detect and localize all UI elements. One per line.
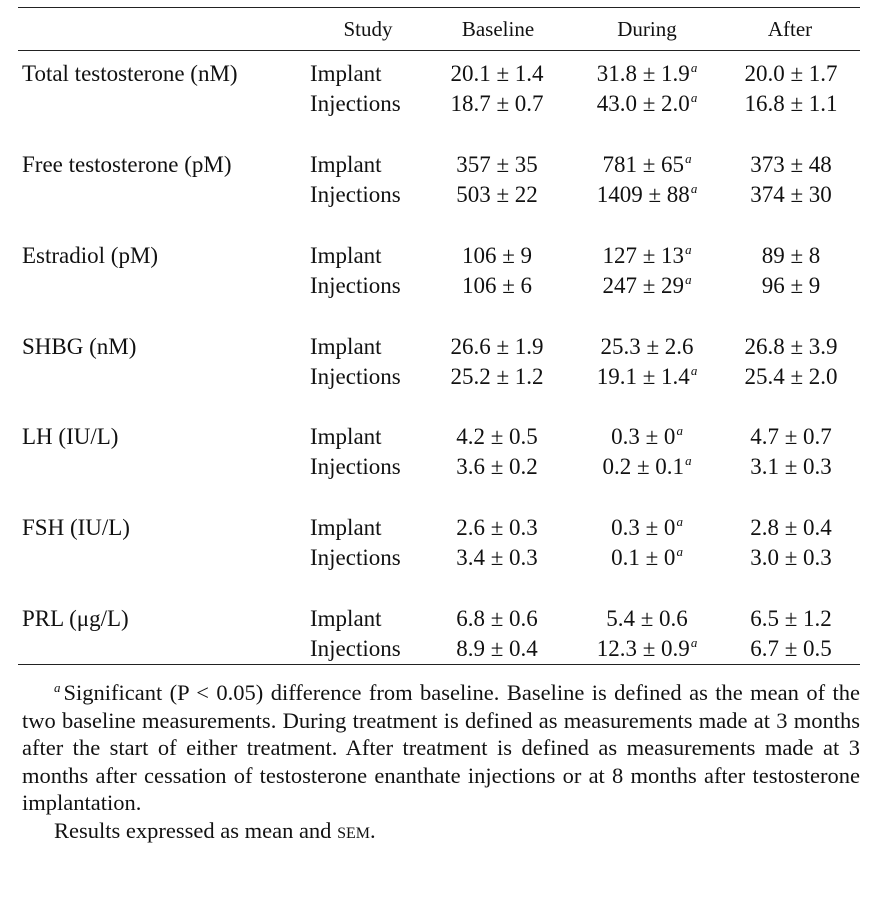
after-cell: 3.1 ± 0.3 <box>750 454 832 479</box>
baseline-cell: 2.6 ± 0.3 <box>456 515 538 540</box>
study-cell: Injections <box>310 273 401 298</box>
significance-marker: a <box>690 181 698 196</box>
footnote-significance-text: Significant (P < 0.05) difference from baseline. Baseline is defined as the mean of the two baseline measurements. During treatment is defined as measurements made at 3 months after the start of either treatment. After treatment is defined as measurements made at 3 months after cessation of testosterone enanthate injections or at 8 months after testosterone implantation. <box>22 680 860 815</box>
significance-marker: a <box>690 60 698 75</box>
study-cell: Injections <box>310 545 401 570</box>
table-row-group <box>0 422 874 482</box>
during-value: 781 ± 65 <box>602 152 685 177</box>
after-cell: 25.4 ± 2.0 <box>744 364 838 389</box>
after-cell: 6.5 ± 1.2 <box>750 606 832 631</box>
significance-marker: a <box>676 423 683 438</box>
table-header-rule <box>18 50 860 51</box>
during-value: 5.4 ± 0.6 <box>606 606 688 631</box>
significance-marker: a <box>690 363 698 378</box>
during-cell <box>570 362 724 392</box>
during-cell <box>570 452 724 482</box>
during-cell <box>570 271 724 301</box>
during-cell <box>570 59 724 89</box>
after-cell: 374 ± 30 <box>750 182 832 207</box>
after-cell: 96 ± 9 <box>761 273 821 298</box>
study-cell: Implant <box>310 61 382 86</box>
footnote-significance <box>22 679 860 817</box>
after-cell: 3.0 ± 0.3 <box>750 545 832 570</box>
baseline-cell: 106 ± 6 <box>461 273 533 298</box>
during-value: 43.0 ± 2.0 <box>596 91 690 116</box>
during-value: 31.8 ± 1.9 <box>596 61 690 86</box>
column-header-during: During <box>617 17 677 41</box>
during-value: 0.3 ± 0 <box>611 424 676 449</box>
column-header-study: Study <box>343 17 393 41</box>
baseline-cell: 6.8 ± 0.6 <box>456 606 538 631</box>
after-cell: 4.7 ± 0.7 <box>750 424 832 449</box>
table-row-group <box>0 59 874 119</box>
footnote-results-abbrev: sem <box>337 817 370 843</box>
baseline-cell: 8.9 ± 0.4 <box>456 636 538 661</box>
study-cell: Implant <box>310 606 382 631</box>
table-row-group <box>0 150 874 210</box>
study-cell: Injections <box>310 182 401 207</box>
study-cell: Implant <box>310 334 382 359</box>
parameter-label: Free testosterone (pM) <box>22 152 232 177</box>
significance-marker: a <box>690 635 698 650</box>
baseline-cell: 3.4 ± 0.3 <box>456 545 538 570</box>
table-top-rule <box>18 7 860 8</box>
after-cell: 20.0 ± 1.7 <box>744 61 838 86</box>
during-cell <box>570 634 724 664</box>
significance-marker: a <box>676 544 683 559</box>
table-row-group <box>0 332 874 392</box>
study-cell: Injections <box>310 364 401 389</box>
baseline-cell: 106 ± 9 <box>461 243 533 268</box>
baseline-cell: 503 ± 22 <box>456 182 538 207</box>
baseline-cell: 20.1 ± 1.4 <box>450 61 544 86</box>
study-cell: Injections <box>310 454 401 479</box>
significance-marker: a <box>685 453 692 468</box>
parameter-label: PRL (μg/L) <box>22 606 129 631</box>
study-cell: Implant <box>310 152 382 177</box>
parameter-label: Estradiol (pM) <box>22 243 159 268</box>
significance-marker: a <box>685 151 692 166</box>
during-value: 247 ± 29 <box>602 273 685 298</box>
after-cell: 2.8 ± 0.4 <box>750 515 832 540</box>
parameter-label: Total testosterone (nM) <box>22 61 238 86</box>
after-cell: 16.8 ± 1.1 <box>744 91 838 116</box>
baseline-cell: 25.2 ± 1.2 <box>450 364 544 389</box>
table-footnotes <box>22 679 860 844</box>
baseline-cell: 357 ± 35 <box>456 152 538 177</box>
parameter-label: SHBG (nM) <box>22 334 137 359</box>
study-cell: Implant <box>310 243 382 268</box>
during-cell <box>570 513 724 543</box>
during-value: 0.1 ± 0 <box>611 545 676 570</box>
during-value: 0.3 ± 0 <box>611 515 676 540</box>
table-row-group <box>0 241 874 301</box>
baseline-cell: 18.7 ± 0.7 <box>450 91 544 116</box>
during-value: 12.3 ± 0.9 <box>596 636 690 661</box>
during-cell <box>570 422 724 452</box>
during-cell <box>570 89 724 119</box>
during-cell <box>570 543 724 573</box>
footnote-marker: a <box>54 680 61 695</box>
after-cell: 26.8 ± 3.9 <box>744 334 838 359</box>
table-row-group <box>0 513 874 573</box>
table-row-group <box>0 604 874 664</box>
baseline-cell: 3.6 ± 0.2 <box>456 454 538 479</box>
study-cell: Implant <box>310 424 382 449</box>
during-value: 25.3 ± 2.6 <box>600 334 694 359</box>
after-cell: 373 ± 48 <box>750 152 832 177</box>
during-value: 127 ± 13 <box>602 243 685 268</box>
column-header-after: After <box>767 17 813 41</box>
during-value: 0.2 ± 0.1 <box>602 454 685 479</box>
study-cell: Implant <box>310 515 382 540</box>
table-bottom-rule <box>18 664 860 665</box>
baseline-cell: 4.2 ± 0.5 <box>456 424 538 449</box>
during-cell <box>570 604 724 634</box>
significance-marker: a <box>685 242 692 257</box>
study-cell: Injections <box>310 91 401 116</box>
after-cell: 89 ± 8 <box>761 243 821 268</box>
during-cell <box>570 332 724 362</box>
parameter-label: FSH (IU/L) <box>22 515 130 540</box>
during-cell <box>570 180 724 210</box>
study-cell: Injections <box>310 636 401 661</box>
significance-marker: a <box>685 272 692 287</box>
during-cell <box>570 150 724 180</box>
parameter-label: LH (IU/L) <box>22 424 119 449</box>
during-value: 1409 ± 88 <box>596 182 690 207</box>
column-header-baseline: Baseline <box>461 17 535 41</box>
footnote-results-suffix: . <box>369 817 376 843</box>
footnote-results-prefix: Results expressed as mean and <box>54 817 332 843</box>
baseline-cell: 26.6 ± 1.9 <box>450 334 544 359</box>
after-cell: 6.7 ± 0.5 <box>750 636 832 661</box>
during-cell <box>570 241 724 271</box>
during-value: 19.1 ± 1.4 <box>596 364 690 389</box>
footnote-results <box>22 817 860 845</box>
significance-marker: a <box>676 514 683 529</box>
significance-marker: a <box>690 90 698 105</box>
